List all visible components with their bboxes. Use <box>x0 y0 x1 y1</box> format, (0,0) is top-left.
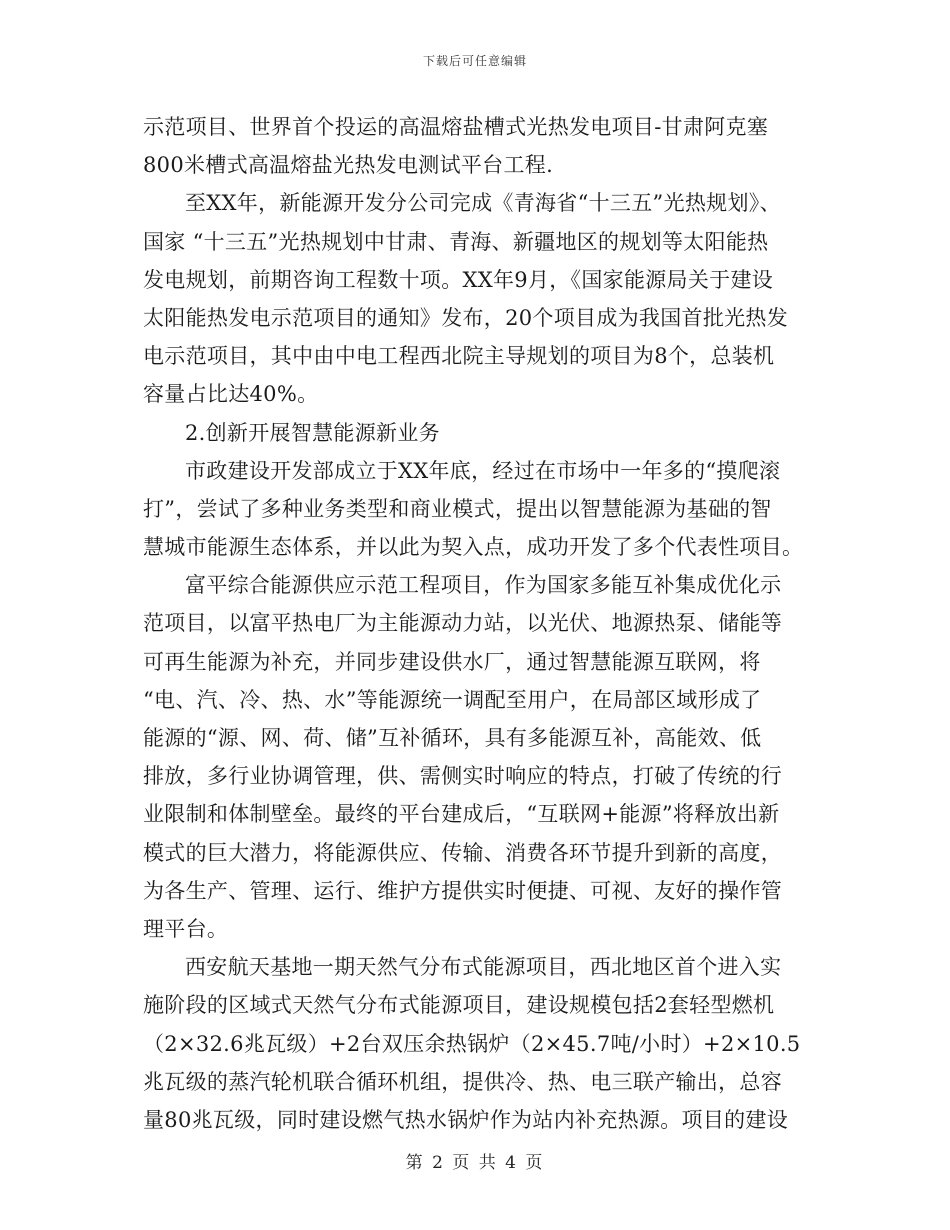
document-body <box>143 108 808 1139</box>
text-line: 富平综合能源供应示范工程项目，作为国家多能互补集成优化示 <box>185 573 782 598</box>
text-line: 800米槽式高温熔盐光热发电测试平台工程. <box>143 153 554 178</box>
text-line: 排放，多行业协调管理，供、需侧实时响应的特点，打破了传统的行 <box>143 764 782 789</box>
text-line: 能源的“源、网、荷、储”互补循环，具有多能源互补，高能效、低 <box>143 726 762 750</box>
text-line: “电、汽、冷、热、水”等能源统一调配至用户，在局部区域形成了 <box>143 687 762 712</box>
text-line: 太阳能热发电示范项目的通知》发布，20个项目成为我国首批光热发 <box>143 305 789 330</box>
text-line: 打”，尝试了多种业务类型和商业模式，提出以智慧能源为基础的智 <box>143 496 772 521</box>
text-line: 国家 “十三五”光热规划中甘肃、青海、新疆地区的规划等太阳能热 <box>143 229 769 254</box>
text-line: 模式的巨大潜力，将能源供应、传输、消费各环节提升到新的高度， <box>143 840 782 865</box>
text-line: 2.创新开展智慧能源新业务 <box>185 420 440 445</box>
text-line: 发电规划，前期咨询工程数十项。XX年9月，《国家能源局关于建设 <box>143 267 774 292</box>
text-line: 兆瓦级的蒸汽轮机联合循环机组，提供冷、热、电三联产输出，总容 <box>143 1069 782 1094</box>
text-line: 市政建设开发部成立于XX年底，经过在市场中一年多的“摸爬滚 <box>185 458 781 483</box>
page-header-note: 下载后可任意编辑 <box>422 54 527 68</box>
text-line: 施阶段的区域式天然气分布式能源项目，建设规模包括2套轻型燃机 <box>143 993 775 1018</box>
text-line: 西安航天基地一期天然气分布式能源项目，西北地区首个进入实 <box>185 955 782 980</box>
text-line: 电示范项目，其中由中电工程西北院主导规划的项目为8个，总装机 <box>143 344 775 369</box>
text-line: 理平台。 <box>143 916 229 941</box>
text-line: 为各生产、管理、运行、维护方提供实时便捷、可视、友好的操作管 <box>143 878 782 903</box>
text-line: 至XX年，新能源开发分公司完成《青海省“十三五”光热规划》、 <box>185 191 781 216</box>
text-line: （2×32.6兆瓦级）+2台双压余热锅炉（2×45.7吨/小时）+2×10.5 <box>143 1031 801 1056</box>
text-line: 慧城市能源生态体系，并以此为契入点，成功开发了多个代表性项目。 <box>143 535 804 560</box>
text-line: 示范项目、世界首个投运的高温熔盐槽式光热发电项目-甘肃阿克塞 <box>143 115 769 139</box>
text-line: 量80兆瓦级，同时建设燃气热水锅炉作为站内补充热源。项目的建设 <box>143 1107 789 1132</box>
text-line: 可再生能源为补充，并同步建设供水厂，通过智慧能源互联网，将 <box>143 649 761 674</box>
text-line: 范项目，以富平热电厂为主能源动力站，以光伏、地源热泵、储能等 <box>143 611 782 636</box>
text-line: 业限制和体制壁垒。最终的平台建成后，“互联网+能源”将释放出新 <box>143 802 780 827</box>
text-line: 容量占比达40%。 <box>143 382 319 407</box>
page-footer-page-number: 第 2 页 共 4 页 <box>405 1153 545 1173</box>
